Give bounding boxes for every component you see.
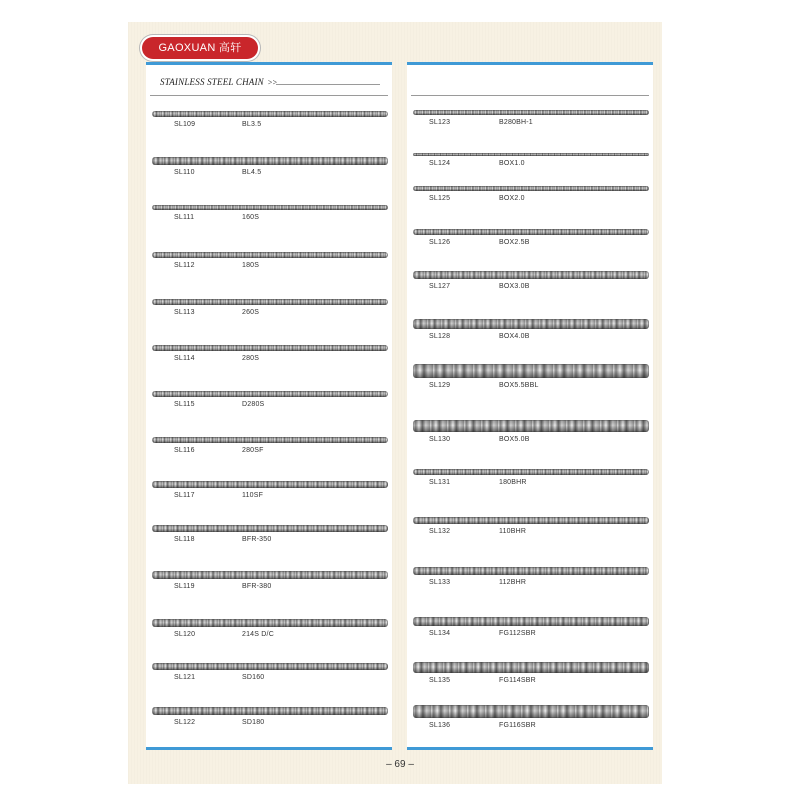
chain-image xyxy=(413,662,649,673)
item-code: SL127 xyxy=(429,283,451,290)
chain-image xyxy=(413,110,649,115)
page-number: – 69 – xyxy=(386,759,414,770)
item-code: SL136 xyxy=(429,722,451,729)
item-model: 280S xyxy=(242,355,260,362)
chain-item xyxy=(407,319,653,347)
chain-image xyxy=(152,571,388,579)
item-code: SL131 xyxy=(429,479,451,486)
section-title xyxy=(160,77,277,87)
chain-image xyxy=(152,525,388,532)
item-model: 260S xyxy=(242,309,260,316)
chain-image xyxy=(152,205,388,210)
item-code: SL130 xyxy=(429,436,451,443)
title-rule xyxy=(276,84,380,85)
chain-item xyxy=(407,153,653,174)
chain-item xyxy=(407,567,653,593)
item-model: 110BHR xyxy=(499,528,527,535)
chain-item xyxy=(407,420,653,450)
item-model: 160S xyxy=(242,214,260,221)
brand-badge: GAOXUAN 高轩 xyxy=(142,37,258,59)
chain-item xyxy=(146,619,392,645)
title-underline xyxy=(411,95,649,96)
section-arrow: >> xyxy=(267,78,278,87)
item-code: SL110 xyxy=(174,169,195,176)
section-title-text: STAINLESS STEEL CHAIN xyxy=(160,77,264,87)
chain-image xyxy=(152,707,388,715)
item-code: SL124 xyxy=(429,160,451,167)
chain-item xyxy=(407,364,653,396)
chain-item xyxy=(146,707,392,733)
chain-image xyxy=(152,437,388,443)
chain-item xyxy=(146,345,392,369)
item-model: SD160 xyxy=(242,674,265,681)
chain-image xyxy=(152,157,388,165)
item-model: FG112SBR xyxy=(499,630,536,637)
item-code: SL122 xyxy=(174,719,196,726)
chain-image xyxy=(152,299,388,305)
item-code: SL125 xyxy=(429,195,451,202)
chain-item xyxy=(407,271,653,297)
item-model: BL4.5 xyxy=(242,169,262,176)
item-code: SL111 xyxy=(174,214,195,221)
chain-image xyxy=(152,619,388,627)
item-code: SL109 xyxy=(174,121,196,128)
chain-item xyxy=(407,705,653,736)
item-code: SL133 xyxy=(429,579,451,586)
item-code: SL114 xyxy=(174,355,195,362)
item-model: BOX3.0B xyxy=(499,283,530,290)
item-model: FG114SBR xyxy=(499,677,536,684)
chain-item xyxy=(407,469,653,493)
chain-image xyxy=(413,364,649,378)
item-model: BL3.5 xyxy=(242,121,262,128)
chain-item xyxy=(407,517,653,542)
chain-item xyxy=(146,157,392,183)
item-model: 214S D/C xyxy=(242,631,274,638)
chain-item xyxy=(407,617,653,644)
item-code: SL118 xyxy=(174,536,195,543)
item-model: 112BHR xyxy=(499,579,527,586)
item-model: BOX2.0 xyxy=(499,195,525,202)
chain-image xyxy=(152,345,388,351)
chain-image xyxy=(413,271,649,279)
item-model: BOX4.0B xyxy=(499,333,530,340)
item-code: SL126 xyxy=(429,239,451,246)
chain-item xyxy=(407,662,653,691)
chain-item xyxy=(146,481,392,506)
chain-item xyxy=(146,391,392,415)
chain-item xyxy=(146,205,392,228)
item-code: SL129 xyxy=(429,382,451,389)
chain-image xyxy=(152,111,388,117)
item-model: BFR-350 xyxy=(242,536,272,543)
chain-image xyxy=(413,420,649,432)
chain-item xyxy=(146,571,392,597)
item-code: SL121 xyxy=(174,674,196,681)
item-model: SD180 xyxy=(242,719,265,726)
chain-image xyxy=(413,153,649,156)
item-model: 180S xyxy=(242,262,260,269)
item-model: 110SF xyxy=(242,492,264,499)
item-code: SL115 xyxy=(174,401,195,408)
item-model: D280S xyxy=(242,401,265,408)
chain-item xyxy=(407,186,653,209)
chain-image xyxy=(413,517,649,524)
chain-item xyxy=(146,525,392,550)
chain-image xyxy=(413,567,649,575)
chain-image xyxy=(152,663,388,670)
item-model: BOX1.0 xyxy=(499,160,525,167)
item-model: B280BH-1 xyxy=(499,119,533,126)
item-code: SL120 xyxy=(174,631,196,638)
chain-image xyxy=(152,481,388,488)
chain-item xyxy=(146,111,392,135)
chain-item xyxy=(407,110,653,133)
item-model: 180BHR xyxy=(499,479,527,486)
item-model: BOX5.5BBL xyxy=(499,382,539,389)
chain-image xyxy=(152,391,388,397)
chain-item xyxy=(407,229,653,253)
item-code: SL119 xyxy=(174,583,195,590)
chain-image xyxy=(413,229,649,235)
chain-item xyxy=(146,437,392,461)
chain-image xyxy=(413,705,649,718)
chain-image xyxy=(152,252,388,258)
chain-image xyxy=(413,319,649,329)
item-code: SL128 xyxy=(429,333,451,340)
item-code: SL135 xyxy=(429,677,451,684)
item-code: SL123 xyxy=(429,119,451,126)
item-code: SL117 xyxy=(174,492,195,499)
right-chain-panel xyxy=(407,62,653,750)
item-code: SL113 xyxy=(174,309,195,316)
item-code: SL132 xyxy=(429,528,451,535)
item-code: SL112 xyxy=(174,262,195,269)
chain-item xyxy=(146,299,392,323)
item-code: SL116 xyxy=(174,447,195,454)
item-model: FG116SBR xyxy=(499,722,536,729)
left-chain-panel xyxy=(146,62,392,750)
item-model: BOX5.0B xyxy=(499,436,530,443)
chain-image xyxy=(413,186,649,191)
chain-image xyxy=(413,617,649,626)
item-model: 280SF xyxy=(242,447,264,454)
item-model: BFR-380 xyxy=(242,583,272,590)
chain-image xyxy=(413,469,649,475)
item-model: BOX2.5B xyxy=(499,239,530,246)
chain-item xyxy=(146,663,392,688)
title-underline xyxy=(150,95,388,96)
chain-item xyxy=(146,252,392,276)
item-code: SL134 xyxy=(429,630,451,637)
